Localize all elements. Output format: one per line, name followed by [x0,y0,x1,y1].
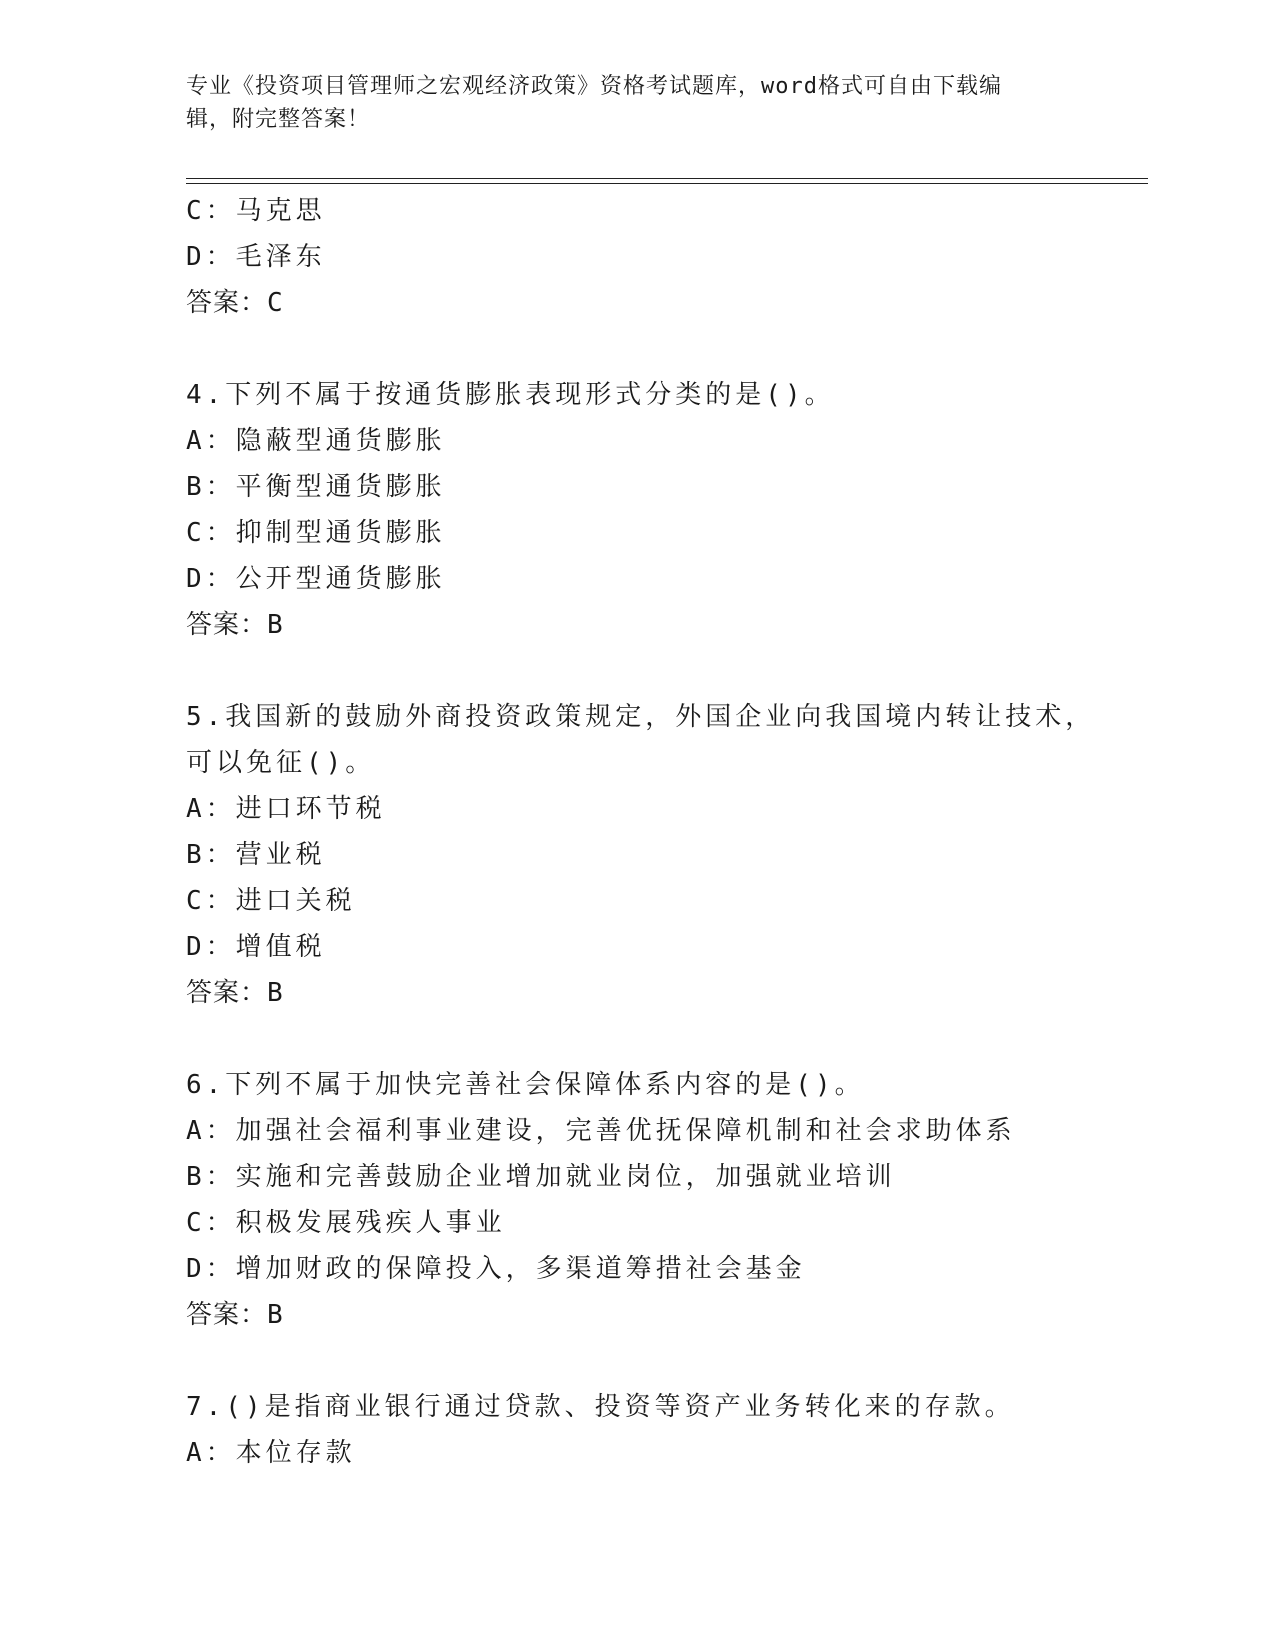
q4-stem: 4.下列不属于按通货膨胀表现形式分类的是()。 [186,380,835,410]
q6-option-a: A：加强社会福利事业建设，完善优抚保障机制和社会求助体系 [186,1116,1016,1146]
q5-answer: 答案：B [186,978,284,1008]
q5-option-c: C：进口关税 [186,886,356,916]
q5-option-a: A：进口环节税 [186,794,386,824]
question-3 [186,188,1086,326]
q4-answer: 答案：B [186,610,284,640]
header-line-1: 专业《投资项目管理师之宏观经济政策》资格考试题库，word格式可自由下载编 [186,74,1002,99]
question-4 [186,372,1086,648]
header-divider-top [186,178,1148,179]
q3-answer: 答案：C [186,288,284,318]
q6-option-d: D：增加财政的保障投入，多渠道筹措社会基金 [186,1254,806,1284]
q6-answer: 答案：B [186,1300,284,1330]
q5-stem-line-2: 可以免征()。 [186,748,376,778]
q4-option-b: B：平衡型通货膨胀 [186,472,446,502]
q5-option-b: B：营业税 [186,840,326,870]
q6-option-c: C：积极发展残疾人事业 [186,1208,506,1238]
q7-stem: 7.()是指商业银行通过贷款、投资等资产业务转化来的存款。 [186,1392,1015,1422]
question-7 [186,1384,1086,1476]
q3-option-c: C：马克思 [186,196,326,226]
q5-option-d: D：增值税 [186,932,326,962]
q5-stem-line-1: 5.我国新的鼓励外商投资政策规定，外国企业向我国境内转让技术， [186,702,1096,732]
q4-option-a: A：隐蔽型通货膨胀 [186,426,446,456]
question-5 [186,694,1096,1016]
q6-option-b: B：实施和完善鼓励企业增加就业岗位，加强就业培训 [186,1162,896,1192]
q7-option-a: A：本位存款 [186,1438,356,1468]
q6-stem: 6.下列不属于加快完善社会保障体系内容的是()。 [186,1070,865,1100]
question-6 [186,1062,1086,1338]
question-list [186,188,1096,1476]
header-line-2: 辑，附完整答案！ [186,107,371,132]
q3-option-d: D：毛泽东 [186,242,326,272]
document-header [186,70,1086,136]
header-divider-bottom [186,183,1148,184]
q4-option-c: C：抑制型通货膨胀 [186,518,446,548]
q4-option-d: D：公开型通货膨胀 [186,564,446,594]
